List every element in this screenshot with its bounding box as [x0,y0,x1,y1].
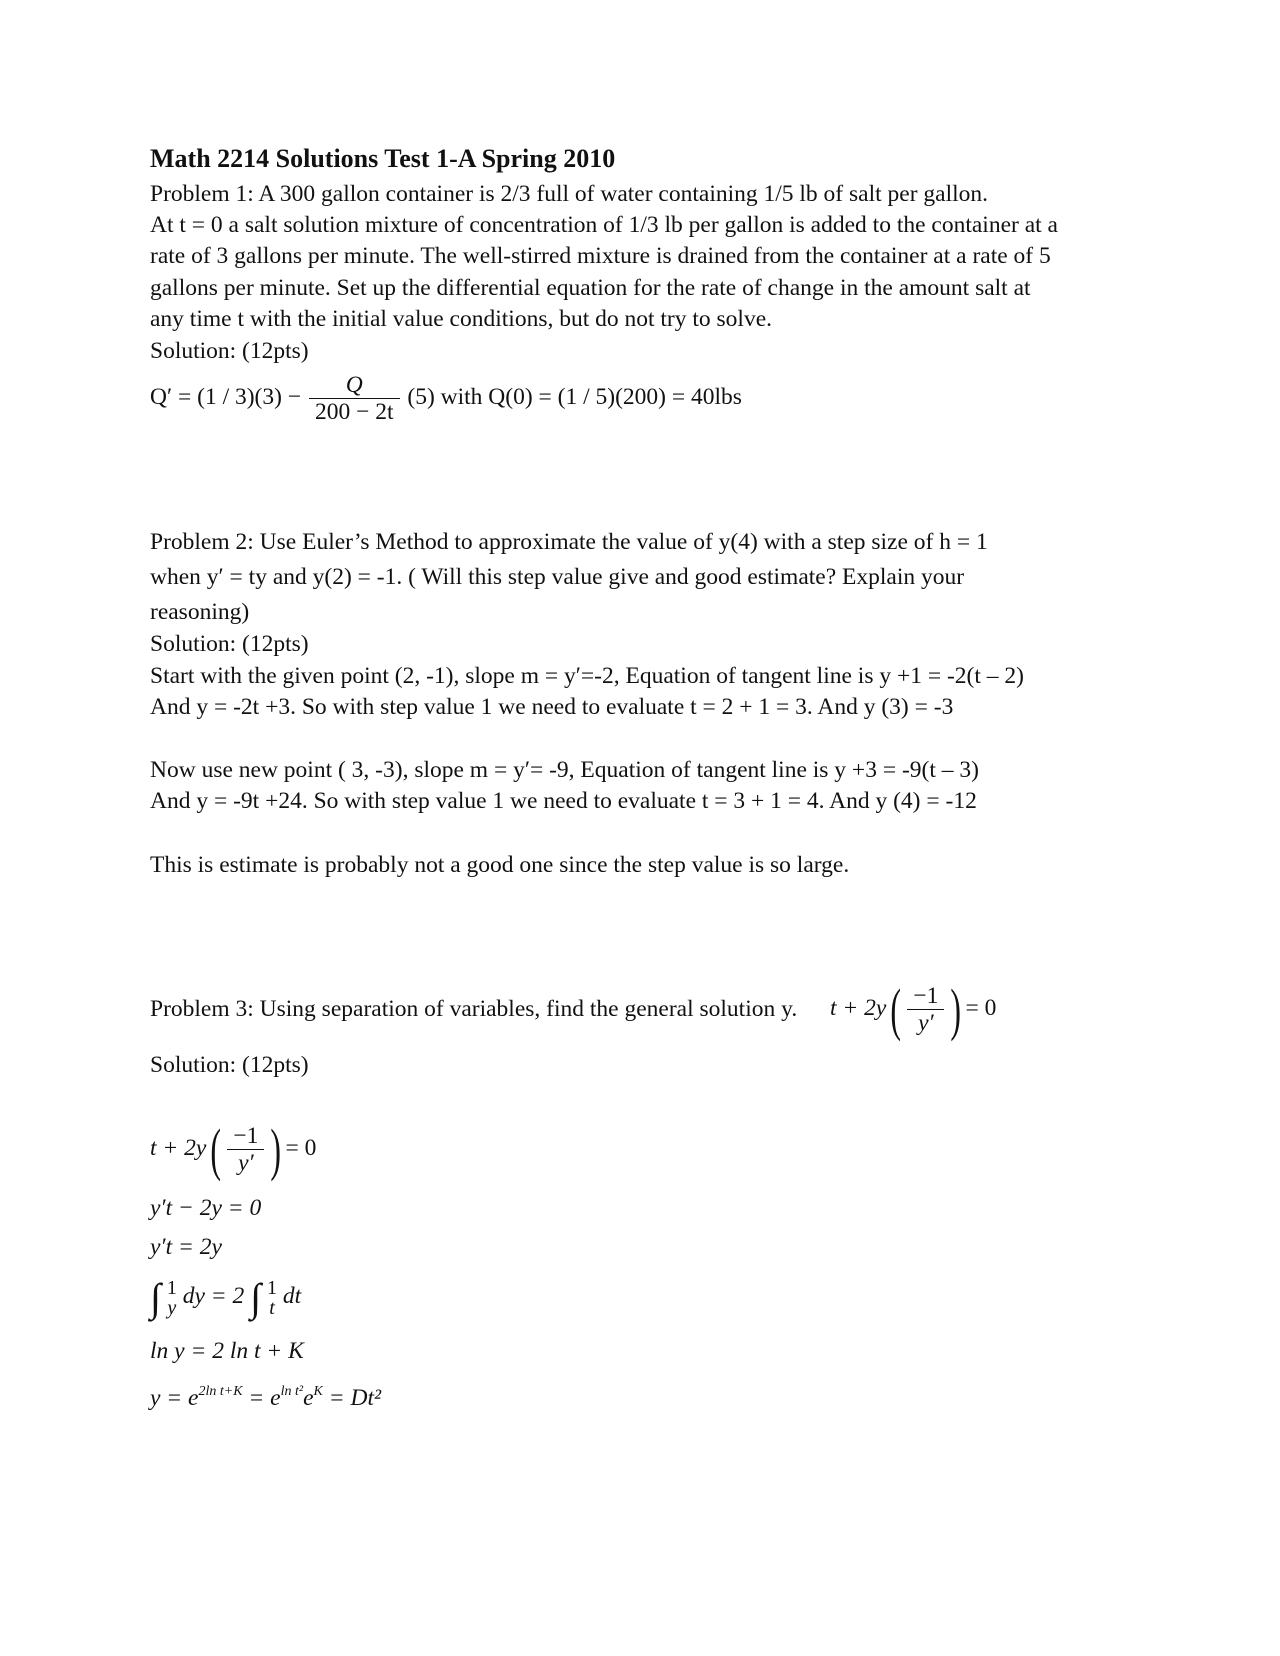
left-paren-icon: ( [890,976,902,1042]
problem1-eq-rhs: (5) with Q(0) = (1 / 5)(200) = 40lbs [407,383,742,410]
problem1-eq-denominator: 200 − 2t [314,399,394,425]
problem2-line-1: Problem 2: Use Euler’s Method to approximate the value of y(4) with a step size of h = 1 [150,529,988,555]
problem2-solution-label: Solution: (12pts) [150,631,309,657]
problem1-line-2: At t = 0 a salt solution mixture of concentration of 1/3 lb per gallon is added to the container at a [150,212,1058,238]
problem3-equation [830,976,996,1040]
problem3-step4-mid: dy = 2 [182,1283,245,1309]
problem3-eq-prefix: t + 2y [830,995,887,1021]
problem3-step1 [150,1116,316,1180]
problem2-step2-evaluate: And y = -9t +24. So with step value 1 we need to evaluate t = 3 + 1 = 4. And y (4) = -12 [150,788,977,814]
problem3-step2: y′t − 2y = 0 [150,1195,262,1221]
left-paren-icon: ( [210,1116,222,1182]
problem3-step1-fraction [227,1123,264,1176]
problem3-step1-denominator: y′ [238,1150,254,1177]
problem2-step1-evaluate: And y = -2t +3. So with step value 1 we need to evaluate t = 2 + 1 = 3. And y (3) = -3 [150,694,954,720]
problem3-step6 [150,1376,381,1414]
problem1-line-4: gallons per minute. Set up the differential equation for the rate of change in the amount salt at [150,275,1031,301]
problem2-step1-tangent: Start with the given point (2, -1), slope m = y′=-2, Equation of tangent line is y +1 = -2(t – 2) [150,663,1024,689]
problem3-solution-label: Solution: (12pts) [150,1052,309,1078]
problem3-step4-frac-y-den: y [167,1296,177,1319]
problem3-step3: y′t = 2y [150,1234,222,1260]
problem3-step4-frac-t-num: 1 [266,1276,277,1299]
integral-icon: ∫ [150,1274,161,1320]
right-paren-icon: ) [950,976,962,1042]
problem3-step6-c: e [303,1385,314,1411]
problem3-step6-a-sup: 2ln t+K [198,1384,243,1399]
problem3-step6-b-sup: ln t² [280,1384,304,1399]
right-paren-icon: ) [270,1116,282,1182]
problem3-step1-numerator: −1 [227,1123,264,1150]
problem3-step6-d: = Dt² [322,1385,382,1411]
problem2-step2-tangent: Now use new point ( 3, -3), slope m = y′= -9, Equation of tangent line is y +3 = -9(t – 3) [150,757,979,783]
problem3-eq-denominator: y′ [918,1010,934,1037]
problem3-step1-suffix: = 0 [285,1135,317,1161]
problem3-step4-frac-y-num: 1 [166,1276,177,1299]
problem3-step4-frac-y [167,1278,177,1318]
problem2-line-3: reasoning) [150,599,250,625]
problem1-eq-lhs: Q′ = (1 / 3)(3) − [150,383,302,410]
problem3-step1-prefix: t + 2y [150,1135,207,1161]
problem3-eq-numerator: −1 [907,983,944,1010]
problem1-line-5: any time t with the initial value conditions, but do not try to solve. [150,306,773,332]
document-page [150,0,1130,1656]
problem3-step4-frac-t-den: t [269,1296,275,1319]
problem3-step4-frac-t [267,1278,277,1318]
problem2-conclusion: This is estimate is probably not a good one since the step value is so large. [150,852,850,878]
page-title: Math 2214 Solutions Test 1-A Spring 2010 [150,144,616,173]
problem3-step4 [150,1268,301,1324]
problem1-equation [150,372,742,425]
problem1-solution-label: Solution: (12pts) [150,338,309,364]
problem1-line-3: rate of 3 gallons per minute. The well-stirred mixture is drained from the container at a rate of 5 [150,243,1051,269]
integral-icon: ∫ [250,1274,262,1320]
problem3-step6-b: = e [242,1385,281,1411]
problem1-eq-fraction [309,372,400,425]
problem3-step5: ln y = 2 ln t + K [150,1338,304,1364]
problem3-eq-suffix: = 0 [965,995,997,1021]
problem3-step4-tail: dt [282,1283,302,1309]
problem1-eq-numerator: Q [309,372,400,399]
problem2-line-2: when y′ = ty and y(2) = -1. ( Will this step value give and good estimate? Explain your [150,564,965,590]
problem3-eq-fraction [907,983,944,1036]
problem1-line-1: Problem 1: A 300 gallon container is 2/3 full of water containing 1/5 lb of salt per gallon. [150,181,989,207]
problem3-step6-a: y = e [150,1385,199,1411]
problem3-step6-c-sup: K [313,1384,323,1399]
problem3-statement: Problem 3: Using separation of variables, find the general solution y. [150,996,798,1022]
